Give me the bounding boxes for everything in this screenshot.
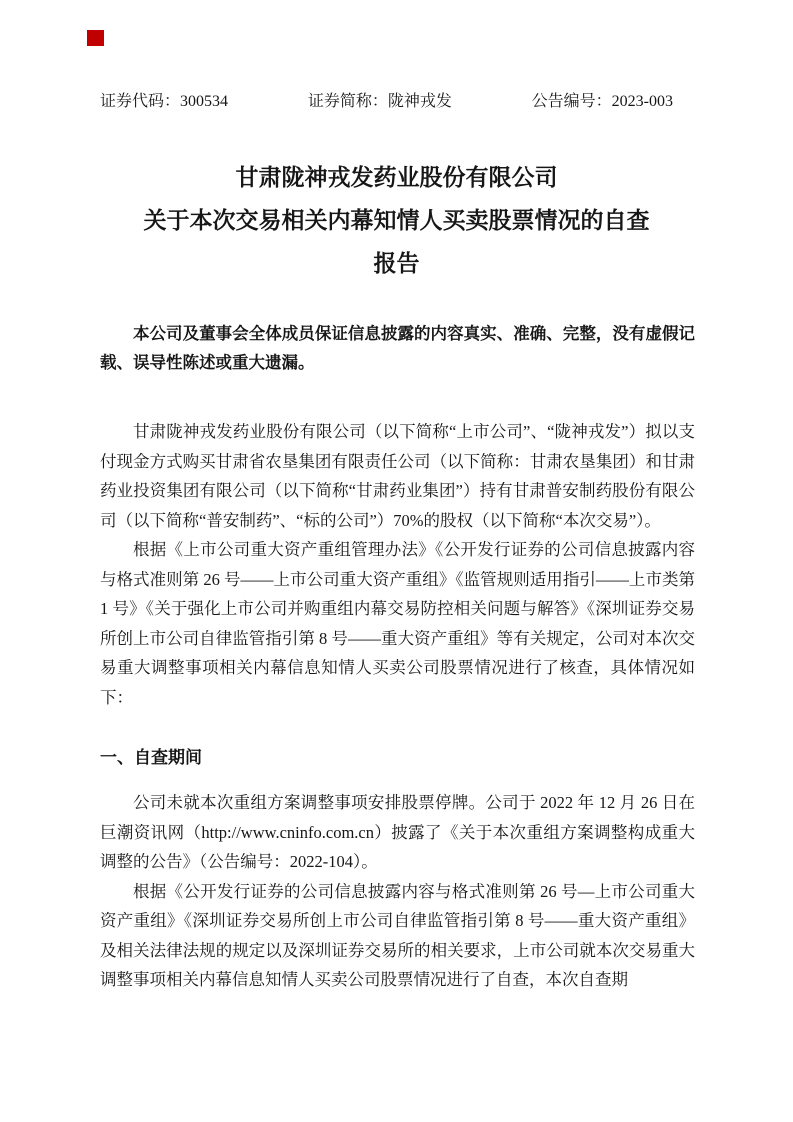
paragraph-no-trading-halt: 公司未就本次重组方案调整事项安排股票停牌。公司于 2022 年 12 月 26 日在巨潮资讯网（http://www.cninfo.com.cn）披露了《关于本次重组方案调整构成重大调整的公告》（公告编号：2022-104）。 — [100, 793, 695, 871]
document-header — [100, 92, 673, 112]
stock-code-label: 证券代码：300534 — [100, 93, 229, 110]
report-title: 关于本次交易相关内幕知情人买卖股票情况的自查报告 — [143, 208, 650, 276]
stock-name-label: 证券简称：陇神戎发 — [307, 93, 452, 110]
red-stamp-marker — [87, 30, 104, 46]
board-guarantee-statement: 本公司及董事会全体成员保证信息披露的内容真实、准确、完整，没有虚假记载、误导性陈述或重大遗漏。 — [100, 324, 695, 372]
paragraph-transaction-overview: 甘肃陇神戎发药业股份有限公司（以下简称“上市公司”、“陇神戎发”）拟以支付现金方式购买甘肃省农垦集团有限责任公司（以下简称：甘肃农垦集团）和甘肃药业投资集团有限公司（以下简称“甘肃药业集团”）持有甘肃普安制药股份有限公司（以下简称“普安制药”、“标的公司”）70%的股权（以下简称“本次交易”）。 — [100, 422, 695, 530]
paragraph-regulatory-basis: 根据《上市公司重大资产重组管理办法》《公开发行证券的公司信息披露内容与格式准则第 26 号——上市公司重大资产重组》《监管规则适用指引——上市类第 1 号》《关于强化上市公司并购重组内幕交易防控相关问题与解答》《深圳证券交易所创上市公司自律监管指引第 8 号——重大资产重组》等有关规定，公司对本次交易重大调整事项相关内幕信息知情人买卖公司股票情况进行了核查，具体情况如下： — [100, 540, 695, 707]
paragraph-self-inspection-basis: 根据《公开发行证券的公司信息披露内容与格式准则第 26 号—上市公司重大资产重组》《深圳证券交易所创上市公司自律监管指引第 8 号——重大资产重组》及相关法律法规的规定以及深圳证券交易所的相关要求，上市公司就本次交易重大调整事项相关内幕信息知情人买卖公司股票情况进行了自查，本次自查期 — [100, 881, 695, 989]
announcement-number-label: 公告编号：2023-003 — [531, 93, 673, 110]
section-heading-self-inspection-period: 一、自查期间 — [100, 748, 202, 767]
company-name-title: 甘肃陇神戎发药业股份有限公司 — [235, 165, 558, 190]
